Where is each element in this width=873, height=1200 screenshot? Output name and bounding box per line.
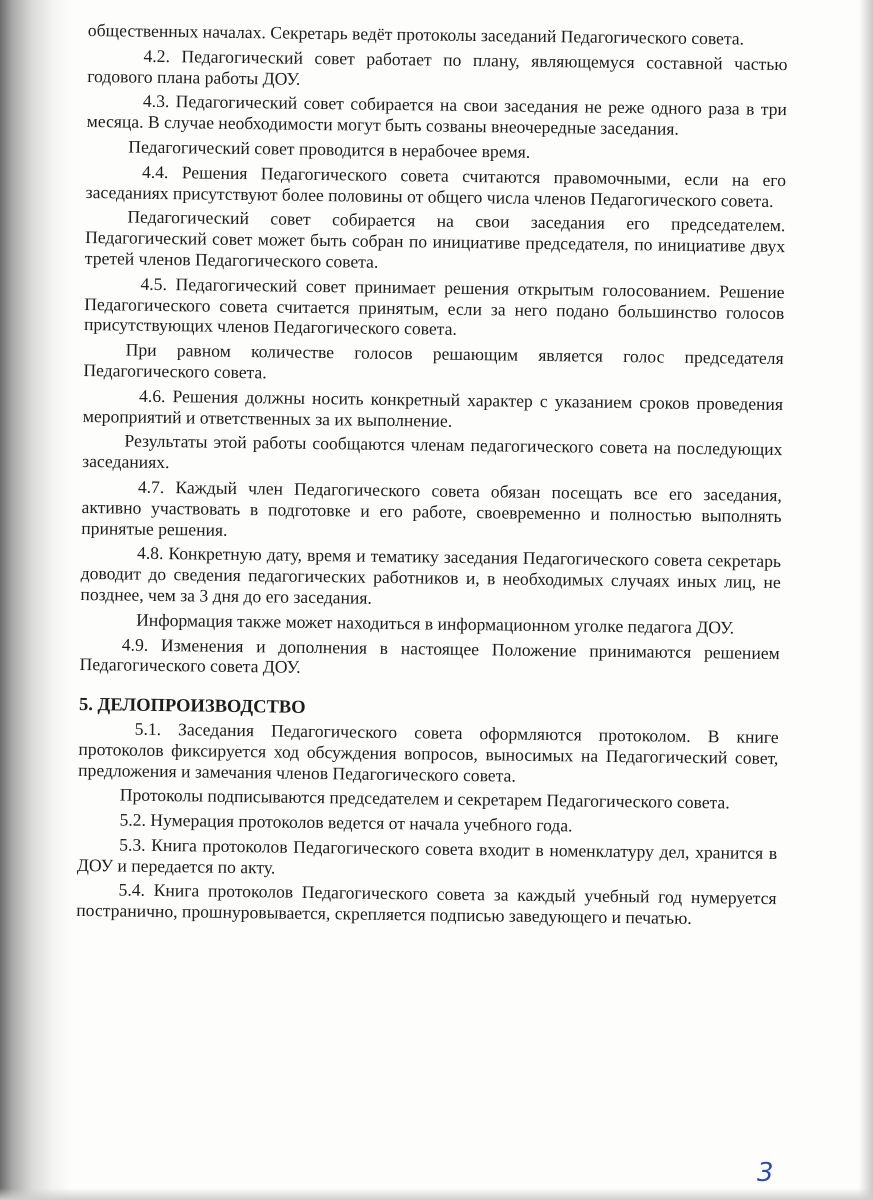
- binding-shadow: [0, 0, 70, 1200]
- paragraph-4-9: 4.9. Изменения и дополнения в настоящее Положение принимаются решением Педагогического совета ДОУ.: [79, 634, 780, 678]
- paragraph-convening: Педагогический совет собирается на свои заседания его председателем. Педагогический совет может быть собран по инициативе председателя, по инициативе двух третей членов Педагогического совета.: [84, 206, 786, 272]
- paragraph-5-2: 5.2. Нумерация протоколов ведется от начала учебного года.: [119, 809, 573, 836]
- paragraph-information: Информация также может находиться в информационном уголке педагога ДОУ.: [136, 609, 735, 638]
- paragraph-4-7: 4.7. Каждый член Педагогического совета обязан посещать все его заседания, активно участвовать в подготовке и его работе, своевременно и полностью выполнять принятые решения.: [81, 476, 782, 540]
- paragraph-5-1: 5.1. Заседания Педагогического совета оформляются протоколом. В книге протоколов фиксируется ход обсуждения вопросов, выносимых на Педагогический совет, предложения и замечания членов Педагогического совета.: [78, 718, 779, 786]
- page-edge-right: [859, 0, 873, 1200]
- page-number: 3: [757, 1158, 774, 1188]
- paragraph-4-8: 4.8. Конкретную дату, время и тематику заседания Педагогического совета секретарь доводит до сведения педагогических работников и, в необходимых случаях иных лиц, не позднее, чем за 3 дня до его заседания.: [80, 543, 782, 608]
- paragraph-equal-votes: При равном количестве голосов решающим является голос председателя Педагогического совета.: [83, 339, 784, 383]
- paragraph-4-4: 4.4. Решения Педагогического совета считаются правомочными, если на его заседаниях присутствуют более половины от общего числа членов Педагогического совета.: [85, 161, 787, 211]
- paragraph-continuation: общественных началах. Секретарь ведёт протоколы заседаний Педагогического совета.: [87, 20, 745, 49]
- paragraph-4-5: 4.5. Педагогический совет принимает решения открытым голосованием. Решение Педагогического совета считается принятым, если за него подано большинство голосов присутствующих членов Педагогического совета.: [83, 273, 785, 340]
- paragraph-5-4: 5.4. Книга протоколов Педагогического совета за каждый учебный год нумеруется постранично, прошнуровывается, скрепляется подписью заведующего и печатью.: [76, 879, 777, 929]
- document-body: [76, 20, 788, 934]
- paragraph-nonworking-time: Педагогический совет проводится в нерабочее время.: [128, 136, 531, 162]
- paragraph-5-3: 5.3. Книга протоколов Педагогического совета входит в номенклатуру дел, хранится в ДОУ и передается по акту.: [76, 834, 778, 878]
- paragraph-4-6: 4.6. Решения должны носить конкретный характер с указанием сроков проведения мероприятий и ответственных за их выполнение.: [82, 385, 784, 431]
- paragraph-4-3: 4.3. Педагогический совет собирается на свои заседания не реже одного раза в три месяца. В случае необходимости могут быть созваны внеочередные заседания.: [86, 91, 788, 139]
- paragraph-4-2: 4.2. Педагогический совет работает по плану, являющемуся составной частью годового плана работы ДОУ.: [87, 45, 788, 89]
- paragraph-results: Результаты этой работы сообщаются членам педагогического совета на последующих заседаниях.: [82, 430, 783, 473]
- page-edge-bottom: [0, 1188, 873, 1200]
- paragraph-signatures: Протоколы подписываются председателем и секретарем Педагогического совета.: [119, 784, 730, 813]
- section-heading: 5. ДЕЛОПРОИЗВОДСТВО: [78, 695, 306, 719]
